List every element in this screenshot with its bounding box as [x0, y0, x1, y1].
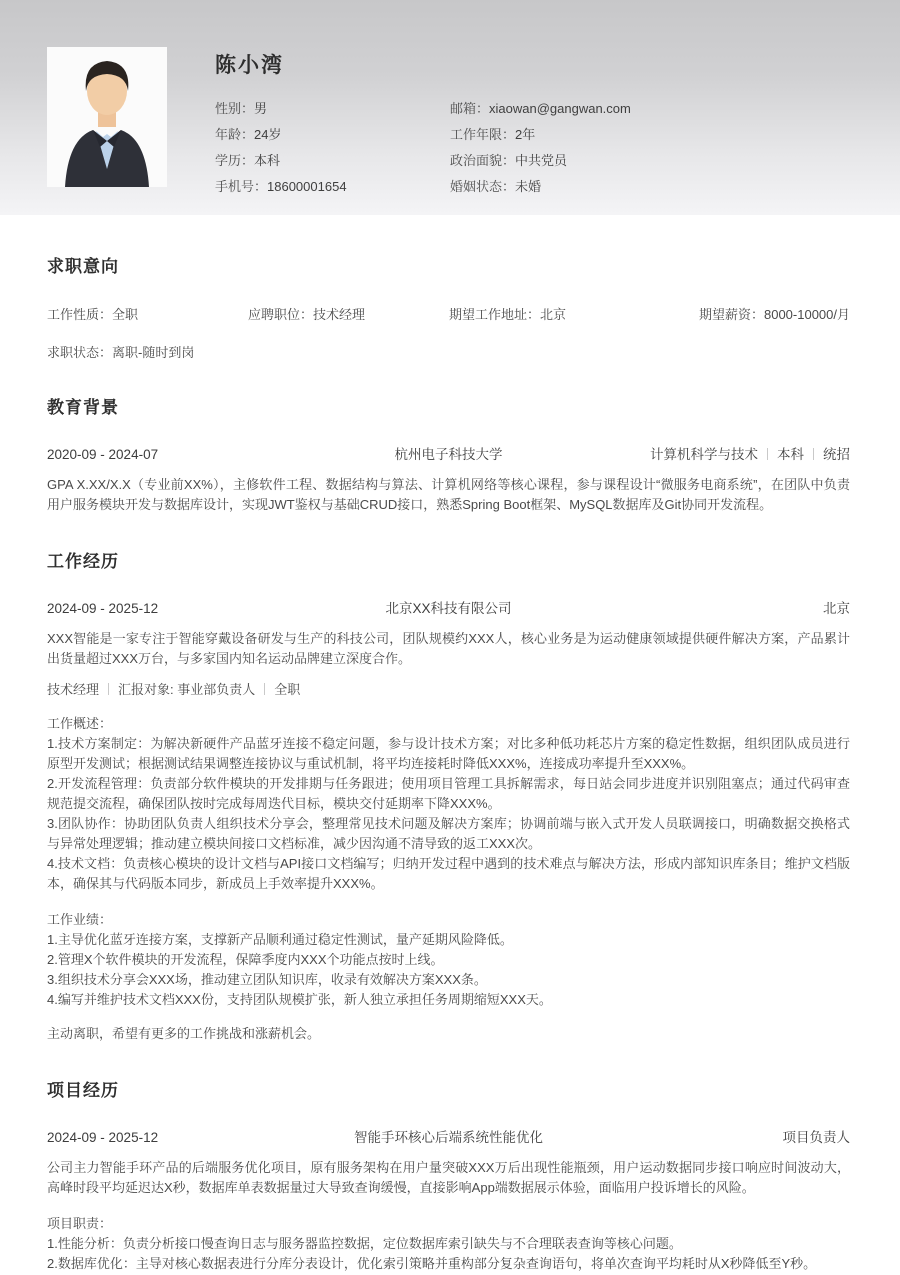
work-overview-label: 工作概述：	[47, 716, 113, 731]
intent-job-status: 求职状态：离职-随时到岗	[47, 345, 195, 360]
intent-expected-salary: 期望薪资：8000-10000/月	[698, 307, 850, 322]
work-job-type: 全职	[274, 682, 301, 697]
work-achievement-item: 3.组织技术分享会XXX场，推动建立团队知识库，收录有效解决方案XXX条。	[47, 972, 487, 987]
work-achievement-label: 工作业绩：	[47, 912, 113, 927]
project-meta-row	[47, 1126, 850, 1146]
project-duty-label: 项目职责：	[47, 1216, 113, 1231]
personal-fields	[215, 96, 850, 200]
divider	[264, 683, 265, 695]
resume-body	[0, 256, 900, 1274]
section-education	[47, 397, 850, 515]
project-intro: 公司主力智能手环产品的后端服务优化项目，原有服务架构在用户量突破XXX万后出现性能瓶颈，用户运动数据同步接口响应时间波动大，高峰时段平均延迟达X秒，数据库单表数据量过大导致查询缓慢，直接影响App端数据展示体验，面临用户投诉增长的风险。	[47, 1160, 850, 1195]
field-age: 年龄：24岁	[215, 127, 282, 142]
education-detail	[614, 443, 850, 463]
project-duty-item: 2.数据库优化：主导对核心数据表进行分库分表设计，优化索引策略并重构部分复杂查询语句，将单次查询平均耗时从X秒降低至Y秒。	[47, 1256, 817, 1271]
resume-header	[0, 0, 900, 215]
field-political-status: 政治面貌：中共党员	[450, 153, 568, 168]
personal-fields-left	[215, 96, 450, 200]
education-description: GPA X.XX/X.X（专业前XX%），主修软件工程、数据结构与算法、计算机网络等核心课程，参与课程设计“微服务电商系统”，在团队中负责用户服务模块开发与数据库设计，实现JWT鉴权与基础CRUD接口，熟悉Spring Boot框架、MySQL数据库及Git协同开发流程。	[47, 477, 850, 512]
work-achievement-item: 1.主导优化蓝牙连接方案，支撑新产品顺利通过稳定性测试，量产延期风险降低。	[47, 932, 513, 947]
project-duty-block	[47, 1214, 850, 1274]
work-position: 技术经理	[47, 682, 100, 697]
work-overview-item: 4.技术文档：负责核心模块的设计文档与API接口文档编写；归纳开发过程中遇到的技术难点与解决方法，形成内部知识库条目；维护文档版本，确保其与代码版本同步，新成员上手效率提升XXX%。	[47, 856, 850, 891]
section-title-education: 教育背景	[47, 398, 119, 417]
candidate-name: 陈小湾	[215, 54, 284, 77]
section-title-job-intent: 求职意向	[47, 257, 119, 276]
profile-photo-illustration	[47, 47, 167, 187]
field-email: 邮箱：xiaowan@gangwan.com	[450, 101, 631, 116]
field-marital-status: 婚姻状态：未婚	[450, 179, 542, 194]
section-job-intent	[47, 256, 850, 361]
field-work-years: 工作年限：2年	[450, 127, 536, 142]
section-project-experience	[47, 1080, 850, 1274]
personal-fields-right	[450, 96, 631, 200]
work-report-to: 汇报对象: 事业部负责人	[118, 682, 256, 697]
field-education: 学历：本科	[215, 153, 281, 168]
work-overview-item: 3.团队协作：协助团队负责人组织技术分享会，整理常见技术问题及解决方案库；协调前端与嵌入式开发人员联调接口，明确数据交换格式与异常处理逻辑；推动建立模块间接口文档标准，减少因沟通不清导致的返工XXX次。	[47, 816, 850, 851]
project-role: 项目负责人	[782, 1130, 850, 1145]
project-duty-item: 1.性能分析：负责分析接口慢查询日志与服务器监控数据，定位数据库索引缺失与不合理联表查询等核心问题。	[47, 1236, 682, 1251]
education-major: 计算机科学与技术	[649, 447, 758, 462]
work-overview-item: 1.技术方案制定：为解决新硬件产品蓝牙连接不稳定问题，参与设计技术方案；对比多种低功耗芯片方案的稳定性数据，组织团队成员进行原型开发测试；根据测试结果调整连接协议与重试机制，将平均连接耗时降低XXX%，连接成功率提升至XXX%。	[47, 736, 850, 771]
work-achievement-item: 4.编写并维护技术文档XXX份，支持团队规模扩张，新人独立承担任务周期缩短XXX天。	[47, 992, 552, 1007]
section-title-work: 工作经历	[47, 552, 119, 571]
intent-job-nature: 工作性质：全职	[47, 307, 139, 322]
intent-target-location: 期望工作地址：北京	[449, 307, 567, 322]
work-period: 2024-09 - 2025-12	[47, 601, 159, 616]
intent-target-position: 应聘职位：技术经理	[248, 307, 366, 322]
profile-photo	[47, 47, 167, 187]
job-intent-row-1	[47, 304, 850, 323]
project-period: 2024-09 - 2025-12	[47, 1130, 159, 1145]
field-gender: 性别：男	[215, 101, 268, 116]
work-overview-item: 2.开发流程管理：负责部分软件模块的开发排期与任务跟进；使用项目管理工具拆解需求，每日站会同步进度并识别阻塞点；通过代码审查规范提交流程，确保团队按时完成每周迭代目标，模块交付延期率下降XXX%。	[47, 776, 850, 811]
education-school: 杭州电子科技大学	[394, 447, 503, 462]
education-period: 2020-09 - 2024-07	[47, 447, 159, 462]
work-overview-block	[47, 714, 850, 894]
work-company-intro: XXX智能是一家专注于智能穿戴设备研发与生产的科技公司，团队规模约XXX人，核心业务是为运动健康领域提供硬件解决方案，产品累计出货量超过XXX万台，与多家国内知名运动品牌建立深度合作。	[47, 631, 850, 666]
work-location: 北京	[822, 601, 850, 616]
section-work-experience	[47, 551, 850, 1044]
field-phone: 手机号：18600001654	[215, 179, 347, 194]
education-admission: 统招	[822, 447, 850, 462]
work-meta-row	[47, 597, 850, 617]
divider	[813, 448, 814, 460]
work-leave-reason: 主动离职，希望有更多的工作挑战和涨薪机会。	[47, 1026, 321, 1041]
work-position-line	[47, 679, 850, 698]
section-title-project: 项目经历	[47, 1081, 119, 1100]
divider	[108, 683, 109, 695]
header-info	[215, 47, 850, 215]
education-degree: 本科	[776, 447, 804, 462]
work-achievement-block	[47, 910, 850, 1010]
work-achievement-item: 2.管理X个软件模块的开发流程，保障季度内XXX个功能点按时上线。	[47, 952, 444, 967]
divider	[767, 448, 768, 460]
job-intent-row-2	[47, 342, 850, 361]
education-meta-row	[47, 443, 850, 463]
work-company: 北京XX科技有限公司	[385, 601, 512, 616]
project-name: 智能手环核心后端系统性能优化	[353, 1130, 543, 1145]
